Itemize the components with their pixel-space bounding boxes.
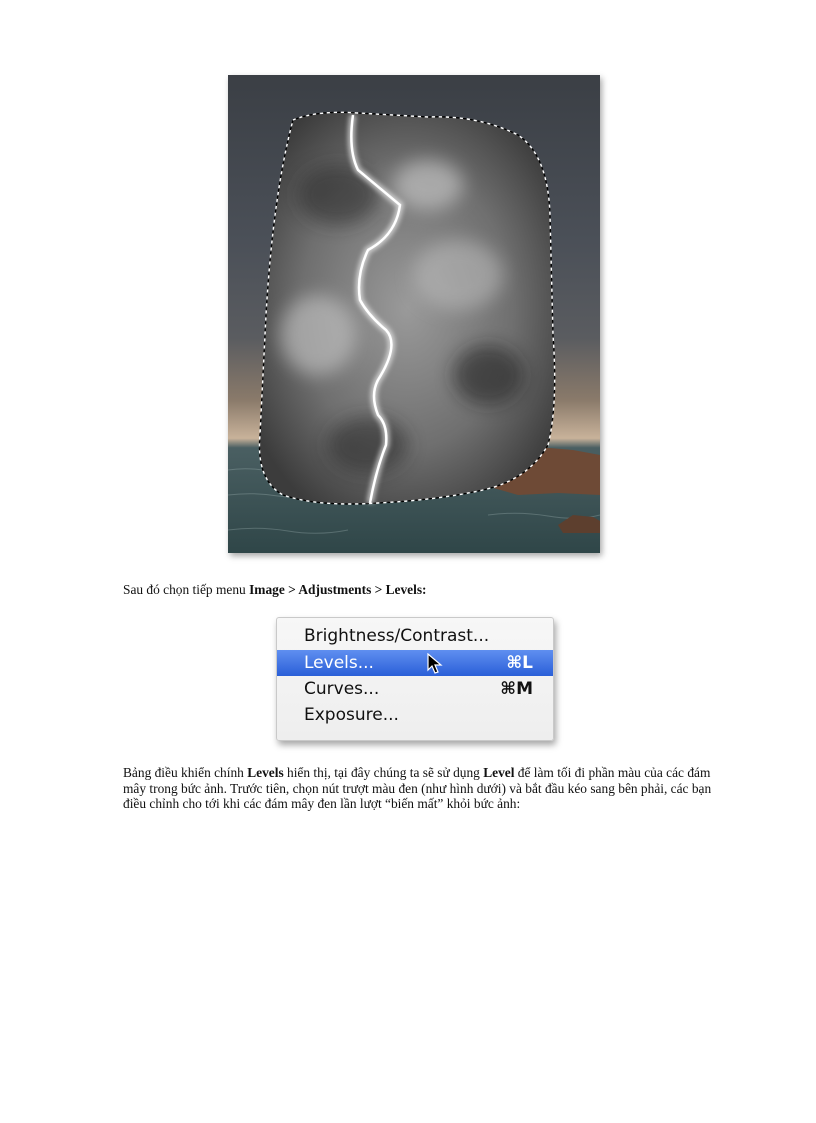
mouse-pointer-icon bbox=[427, 653, 443, 675]
storm-photo-graphic bbox=[228, 75, 600, 553]
menu-item-shortcut: ⌘M bbox=[500, 679, 533, 699]
storm-photo bbox=[228, 75, 600, 553]
menu-path-text: Image > Adjustments > Levels: bbox=[249, 582, 427, 597]
menu-item-label: Brightness/Contrast... bbox=[304, 626, 490, 646]
levels-bold-text: Levels bbox=[247, 765, 284, 780]
menu-item-exposure[interactable] bbox=[277, 702, 553, 728]
text-segment: Bảng điều khiển chính bbox=[123, 765, 248, 780]
adjustments-menu bbox=[276, 617, 554, 741]
menu-item-label: Exposure... bbox=[304, 705, 399, 725]
menu-item-label: Curves... bbox=[304, 679, 380, 699]
instruction-paragraph-1 bbox=[123, 582, 713, 598]
menu-item-curves[interactable] bbox=[277, 676, 553, 702]
menu-item-brightness-contrast[interactable] bbox=[277, 623, 553, 649]
level-bold-text: Level bbox=[483, 765, 515, 780]
text-segment: hiển thị, tại đây chúng ta sẽ sử dụng bbox=[283, 765, 484, 780]
menu-item-levels[interactable] bbox=[277, 650, 553, 676]
menu-item-label: Levels... bbox=[304, 653, 374, 673]
text-segment: để làm tối đi phần màu của các đám mây trong bức ảnh. Trước tiên, chọn nút trượt màu đen (như hình dưới) và bắt đầu kéo sang bên phải, các bạn điều chỉnh cho tới khi các đám mây đen lần lượt “biến mất” khỏi bức ảnh: bbox=[123, 765, 712, 811]
instruction-text: Sau đó chọn tiếp menu bbox=[123, 582, 250, 597]
instruction-paragraph-2 bbox=[123, 765, 713, 812]
menu-item-shortcut: ⌘L bbox=[506, 653, 533, 673]
